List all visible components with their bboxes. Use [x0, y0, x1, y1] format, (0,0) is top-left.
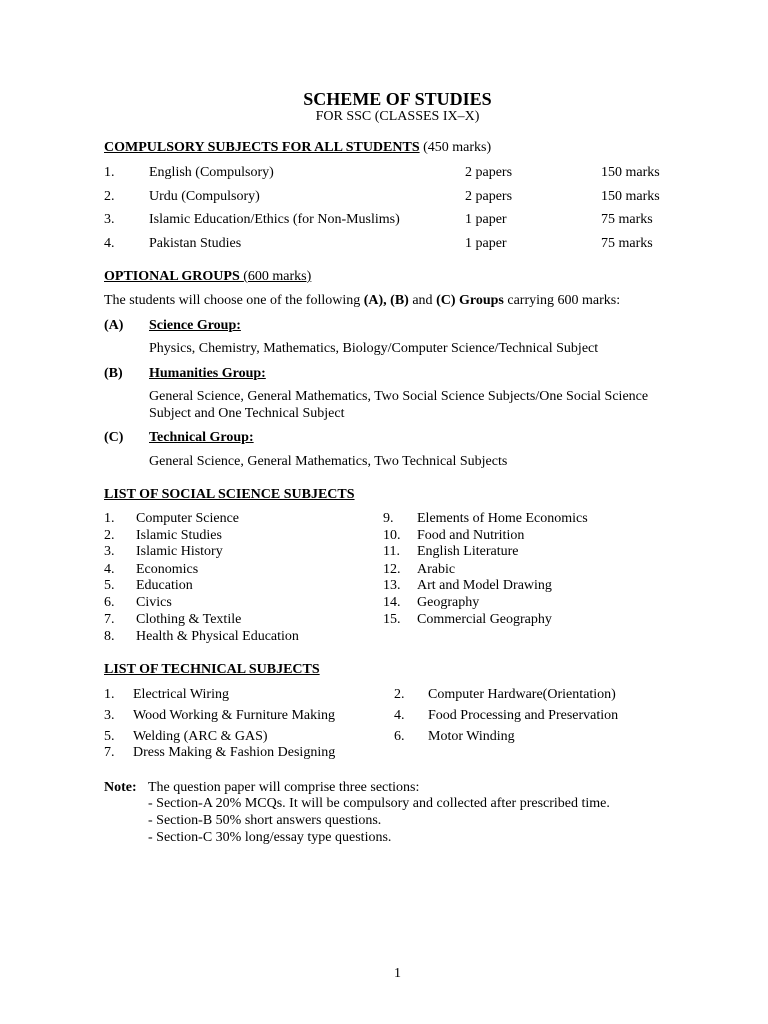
optional-heading-text: OPTIONAL GROUPS — [104, 269, 244, 284]
note-line: - Section-B 50% short answers questions. — [148, 813, 382, 828]
compulsory-row-papers: 2 papers — [465, 165, 513, 180]
list-item-no: 6. — [394, 729, 405, 744]
compulsory-row-marks: 75 marks — [601, 212, 653, 227]
list-item: Dress Making & Fashion Designing — [133, 745, 336, 760]
compulsory-marks: (450 marks) — [423, 140, 492, 155]
technical-heading: LIST OF TECHNICAL SUBJECTS — [104, 662, 320, 677]
list-item: Geography — [417, 595, 480, 610]
compulsory-row-subject: English (Compulsory) — [149, 165, 274, 180]
list-item-no: 10. — [383, 528, 401, 543]
compulsory-heading-text: COMPULSORY SUBJECTS FOR ALL STUDENTS — [104, 140, 420, 155]
social-heading: LIST OF SOCIAL SCIENCE SUBJECTS — [104, 487, 355, 502]
compulsory-row-subject: Islamic Education/Ethics (for Non-Muslims) — [149, 212, 400, 227]
list-item: Computer Hardware(Orientation) — [428, 687, 616, 702]
list-item: Islamic Studies — [136, 528, 222, 543]
compulsory-row-marks: 75 marks — [601, 236, 653, 251]
compulsory-row-papers: 2 papers — [465, 189, 513, 204]
list-item-no: 11. — [383, 544, 400, 559]
compulsory-row-papers: 1 paper — [465, 212, 507, 227]
list-item-no: 2. — [394, 687, 405, 702]
note-label: Note: — [104, 780, 137, 795]
note-line: - Section-A 20% MCQs. It will be compulsory and collected after prescribed time. — [148, 796, 610, 811]
list-item-no: 15. — [383, 612, 401, 627]
group-label: (B) — [104, 366, 123, 381]
list-item-no: 14. — [383, 595, 401, 610]
note-line: The question paper will comprise three sections: — [148, 780, 420, 795]
list-item-no: 5. — [104, 578, 115, 593]
compulsory-row-marks: 150 marks — [601, 189, 660, 204]
list-item-no: 8. — [104, 629, 115, 644]
list-item-no: 9. — [383, 511, 394, 526]
list-item: Art and Model Drawing — [417, 578, 552, 593]
optional-marks: (600 marks) — [243, 269, 312, 284]
group-subjects: Subject and One Technical Subject — [149, 406, 345, 421]
list-item: Welding (ARC & GAS) — [133, 729, 268, 744]
group-name: Science Group: — [149, 318, 241, 333]
compulsory-heading — [104, 139, 491, 156]
optional-intro-part: (C) Groups — [436, 293, 504, 308]
list-item: Food and Nutrition — [417, 528, 525, 543]
group-subjects: General Science, General Mathematics, Two Social Science Subjects/One Social Science — [149, 389, 649, 404]
list-item-no: 6. — [104, 595, 115, 610]
list-item-no: 4. — [394, 708, 405, 723]
note-line: - Section-C 30% long/essay type questions. — [148, 830, 392, 845]
optional-heading — [104, 268, 311, 285]
list-item: Education — [136, 578, 193, 593]
list-item-no: 5. — [104, 729, 115, 744]
optional-intro-part: The students will choose one of the following — [104, 293, 364, 308]
list-item: Civics — [136, 595, 172, 610]
list-item-no: 1. — [104, 511, 115, 526]
compulsory-row-no: 3. — [104, 212, 115, 227]
list-item: English Literature — [417, 544, 519, 559]
optional-intro-part: (A), (B) — [363, 293, 409, 308]
list-item: Arabic — [417, 562, 456, 577]
compulsory-row-no: 4. — [104, 236, 115, 251]
list-item: Food Processing and Preservation — [428, 708, 619, 723]
list-item: Computer Science — [136, 511, 240, 526]
list-item-no: 7. — [104, 745, 115, 760]
list-item: Wood Working & Furniture Making — [133, 708, 336, 723]
compulsory-row-marks: 150 marks — [601, 165, 660, 180]
list-item-no: 4. — [104, 562, 115, 577]
optional-intro — [104, 292, 620, 309]
list-item: Economics — [136, 562, 199, 577]
group-name: Humanities Group: — [149, 366, 266, 381]
list-item: Health & Physical Education — [136, 629, 299, 644]
list-item-no: 12. — [383, 562, 401, 577]
compulsory-row-subject: Pakistan Studies — [149, 236, 242, 251]
page-title: SCHEME OF STUDIES — [303, 89, 492, 109]
group-subjects: General Science, General Mathematics, Two Technical Subjects — [149, 454, 508, 469]
page-subtitle: FOR SSC (CLASSES IX–X) — [315, 109, 480, 124]
list-item: Commercial Geography — [417, 612, 552, 627]
page-number: 1 — [394, 966, 401, 981]
list-item-no: 1. — [104, 687, 115, 702]
compulsory-row-no: 2. — [104, 189, 115, 204]
list-item-no: 7. — [104, 612, 115, 627]
group-label: (A) — [104, 318, 124, 333]
list-item: Islamic History — [136, 544, 223, 559]
compulsory-row-papers: 1 paper — [465, 236, 507, 251]
list-item-no: 2. — [104, 528, 115, 543]
group-name: Technical Group: — [149, 430, 254, 445]
group-label: (C) — [104, 430, 124, 445]
compulsory-row-subject: Urdu (Compulsory) — [149, 189, 260, 204]
list-item: Motor Winding — [428, 729, 515, 744]
optional-intro-part: carrying 600 marks: — [503, 293, 621, 308]
group-subjects: Physics, Chemistry, Mathematics, Biology/Computer Science/Technical Subject — [149, 341, 599, 356]
list-item-no: 13. — [383, 578, 401, 593]
list-item: Clothing & Textile — [136, 612, 242, 627]
list-item: Elements of Home Economics — [417, 511, 588, 526]
list-item: Electrical Wiring — [133, 687, 229, 702]
compulsory-row-no: 1. — [104, 165, 115, 180]
optional-intro-part: and — [408, 293, 437, 308]
list-item-no: 3. — [104, 544, 115, 559]
list-item-no: 3. — [104, 708, 115, 723]
